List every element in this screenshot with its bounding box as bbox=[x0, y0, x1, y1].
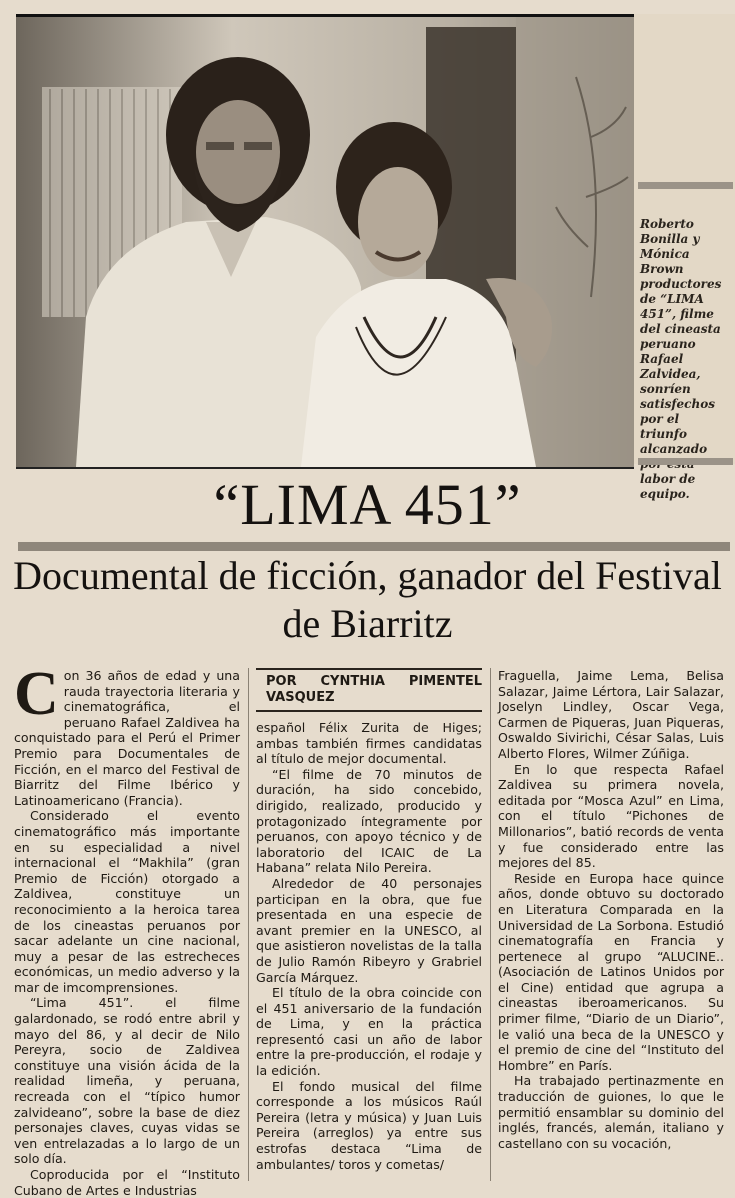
paragraph: El fondo musical del filme corresponde a los músicos Raúl Pereira (letra y música) y Juan Luis Pereira (arreglos) ya entre sus estrofas destaca “Lima de ambulantes/ toros y cometas/ bbox=[256, 1078, 482, 1172]
paragraph: Reside en Europa hace quince años, donde obtuvo su doctorado en Literatura Comparada en la Universidad de La Sorbona. Estudió cinematografía en Francia y pertenece al grupo “ALUCINE.. (Asociación de Latinos Unidos por el Cine) entidad que agrupa a cineastas iberoamericanos. Su primer filme, “Diario de un Diario”, le valió una beca de la UNESCO y el premio de cine del “Instituto del Hombre” en París. bbox=[498, 870, 724, 1073]
paragraph: “Lima 451”. el filme galardonado, se rodó entre abril y mayo del 86, y al decir de Nilo Pereyra, socio de Zaldivea constituye una visión ácida de la realidad limeña, y peruana, recreada con el “típico humor zalvideano”, sobre la base de diez personajes claves, cuyas vidas se ven entrelazadas a lo largo de un solo día. bbox=[14, 995, 240, 1167]
paragraph: on 36 años de edad y una rauda trayectoria literaria y cinematográfica, el peruano Rafael Zaldivea ha conquistado para el Perú el Primer Premio para Documentales de Ficción, en el marco del Festival de Biarritz del Filme Ibérico y Latinoamericano (Francia). bbox=[14, 668, 240, 808]
photo-caption-column bbox=[634, 14, 735, 501]
paragraph: Considerado el evento cinematográfico más importante en su especialidad a nivel internacional el “Makhila” (gran Premio de Ficción) otorgado a Zaldivea, constituye un reconocimiento a la heroica tarea de los cineastas peruanos por sacar adelante un cine nacional, muy a pesar de las estrecheces económicas, un medio adverso y la mar de imcomprensiones. bbox=[14, 808, 240, 995]
paragraph: español Félix Zurita de Higes; ambas también firmes candidatas al título de mejor documental. bbox=[256, 720, 482, 767]
paragraph: El título de la obra coincide con el 451 aniversario de la fundación de Lima, y en la práctica representó casi un año de labor entre la pre-producción, el rodaje y la edición. bbox=[256, 985, 482, 1079]
article-column-1 bbox=[14, 660, 240, 1198]
caption-rule-top bbox=[638, 182, 733, 189]
article-byline: POR CYNTHIA PIMENTEL VASQUEZ bbox=[256, 668, 482, 712]
photo-caption: Roberto Bonilla y Mónica Brown productores de “LIMA 451”, filme del cineasta peruano Rafael Zalvidea, sonríen satisfechos por el triunfo alcanzado labor de equipo. bbox=[640, 217, 722, 501]
article-column-2 bbox=[256, 668, 482, 1172]
headline-divider bbox=[18, 542, 730, 551]
drop-cap: C bbox=[14, 660, 59, 728]
photo-illustration bbox=[16, 17, 634, 467]
article-headline: “LIMA 451” bbox=[213, 472, 522, 537]
paragraph: Ha trabajado pertinazmente en traducción de guiones, lo que le permitió ensamblar su dominio del inglés, francés, alemán, italiano y castellano con su vocación, bbox=[498, 1073, 724, 1151]
paragraph: “El filme de 70 minutos de duración, ha sido concebido, dirigido, realizado, producido y protagonizado íntegramente por peruanos, con apoyo técnico y de laboratorio del ICAIC de La Habana” relata Nilo Pereira. bbox=[256, 766, 482, 876]
paragraph: Fraguella, Jaime Lema, Belisa Salazar, Jaime Lértora, Lair Salazar, Joselyn Lindley, Oscar Vega, Carmen de Piqueras, Juan Piqueras, Oswaldo Sivirichi, César Salas, Luis Alberto Flores, Wilmer Zúñiga. bbox=[498, 668, 724, 761]
column-rule bbox=[490, 668, 491, 1181]
paragraph: En lo que respecta Rafael Zaldivea su primera novela, editada por “Mosca Azul” en Lima, con el título “Pichones de Millonarios”, batió records de venta y fue considerado entre las mejores del 85. bbox=[498, 761, 724, 871]
column-rule bbox=[248, 668, 249, 1181]
paragraph: Alrededor de 40 personajes participan en la obra, que fue presentada en una especie de avant premier en la UNESCO, al que asistieron novelistas de la talla de Julio Ramón Ribeyro y Grabriel García Márquez. bbox=[256, 875, 482, 985]
paragraph: Coproducida por el “Instituto Cubano de Artes e Industrias bbox=[14, 1167, 240, 1198]
article-column-3 bbox=[498, 668, 724, 1151]
caption-rule-bottom bbox=[638, 458, 733, 465]
article-photo bbox=[16, 14, 634, 469]
article-subheadline: Documental de ficción, ganador del Festival de Biarritz bbox=[13, 553, 722, 646]
